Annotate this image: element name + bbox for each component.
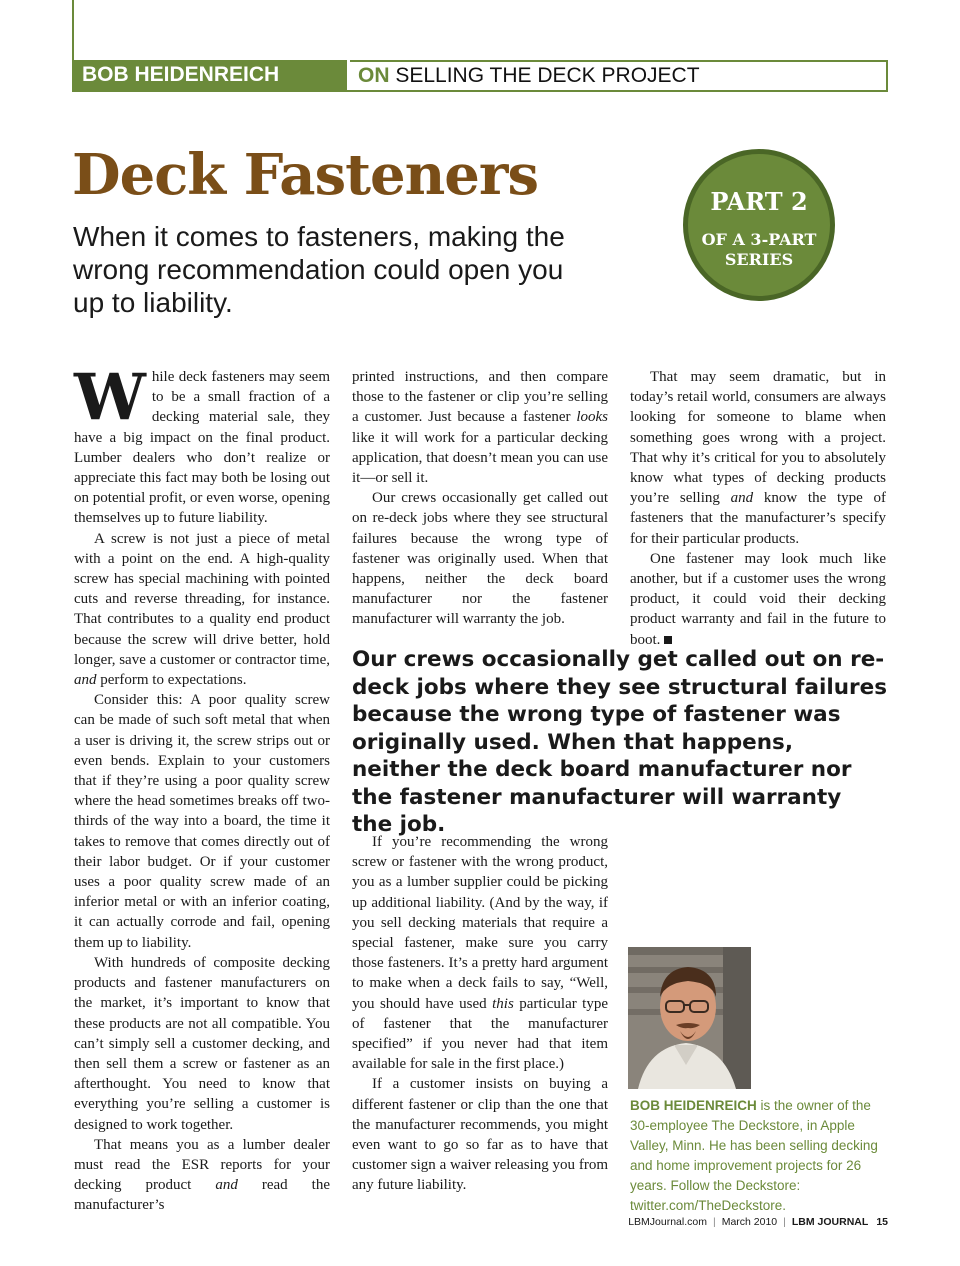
paragraph: Consider this: A poor quality screw can be made of such soft metal that when a user is driving it, the screw strips out or even bends. Explain to your customers that if they’re using a poor quality screw where the head sometimes breaks off two-thirds of the way into a board, the time it takes to remove that comes directly out of their labor budget. Or if your customer uses a poor quality screw made of an inferior metal or with an inferior coating, it can actually corrode and fail, opening them up to liability. [74,692,330,951]
footer-magazine: LBM JOURNAL [791,1216,869,1228]
body-column-1 [74,360,331,1216]
badge-series-word: SERIES [724,250,794,269]
paragraph-text: perform to expectations. [100,672,247,689]
header-accent-line [72,0,74,60]
bio-text: is the owner of the 30-employee The Deckstore, in Apple Valley, Minn. He has been selling decking and home improvement projects for 26 years. Follow the Deckstore: twitter.com/TheDeckstore. [630,1098,878,1213]
header-rule [72,90,888,92]
series-badge [683,149,835,301]
author-photo [628,947,751,1089]
page-footer [628,1216,888,1228]
section-tab [350,60,888,90]
paragraph-text: hile deck fasteners may seem to be a small fraction of a decking material sale, they have a big impact on the final product. Lumber dealers who don’t realize or appreciate this fact may both be losing out on potential profit, or even worse, opening themselves up to future liability. [74,369,330,527]
pull-quote: Our crews occasionally get called out on re-deck jobs where they see structural failures because the wrong type of fastener was originally used. When that happens, neither the deck board manufacturer nor the fastener manufacturer will warranty the job. [352,647,888,837]
body-column-2-continued [352,832,608,1196]
body-column-3 [630,367,886,650]
badge-part: PART 2 [710,187,808,216]
emphasis: looks [576,409,609,426]
emphasis: and [74,672,97,689]
paragraph: Our crews occasionally get called out on re-deck jobs where they see structural failures because the wrong type of fastener was originally used. When that happens, neither the deck board manufacturer nor the fastener manufacturer will warranty the job. [352,490,608,628]
paragraph-text: like it will work for a particular decking application, that doesn’t mean you can use it—or sell it. [352,429,608,487]
paragraph-text: That may seem dramatic, but in today’s retail world, consumers are always looking for someone to blame when something goes wrong with a project. That why it’s critical for you to absolutely know what types of decking products you’re selling [630,369,886,507]
paragraph-text: That means you as a lumber dealer must read the ESR reports for your decking product [74,1136,330,1194]
paragraph [630,549,886,650]
paragraph [74,1135,330,1216]
paragraph [352,367,608,488]
paragraph-text: particular type of fastener that the manufacturer specified” if you never had that item available for sale in the first place.) [352,995,609,1073]
badge-of-series: OF A 3-PART [701,230,817,249]
paragraph [352,832,608,1074]
section-name: SELLING THE DECK PROJECT [395,64,700,87]
paragraph: If a customer insists on buying a different fastener or clip than the one that the manufacturer recommends, you might even want to go so far as to have that customer sign a waiver releasing you from any future liability. [352,1076,608,1194]
page-number: 15 [876,1216,888,1228]
author-portrait-icon [628,947,751,1089]
paragraph-text: One fastener may look much like another, but if a customer uses the wrong product, it could void their decking product warranty and fail in the future to boot. [630,550,886,648]
paragraph-text: A screw is not just a piece of metal with a point on the end. A high-quality screw has special machining with pointed cuts and reverse threading, for instance. That contributes to a quality end product because the screw will drive better, hold longer, save a customer or contractor time, [74,530,330,668]
section-on: ON [358,64,390,87]
article-subtitle: When it comes to fasteners, making the wrong recommendation could open you up to liability. [73,221,565,318]
paragraph-text: If you’re recommending the wrong screw or fastener with the wrong product, you as a lumber supplier could be picking up additional liability. (And by the way, if you sell decking materials that require a special fastener, make sure you carry those fasteners. It’s a pretty hard argument to make when a deck fails to say, “Well, you should have used [352,834,608,1012]
paragraph-text: read the manufacturer’s [74,1177,331,1214]
paragraph [74,360,330,529]
footer-separator: | [783,1216,786,1228]
page-header [72,60,888,92]
paragraph-text: know the type of fasteners that the manufacturer’s specify for their particular products. [630,490,887,547]
badge-series [688,230,830,270]
end-mark-icon [664,636,672,644]
footer-separator: | [712,1216,716,1228]
author-bio [630,1096,888,1216]
article-title: Deck Fasteners [72,142,538,208]
body-column-2 [352,367,608,630]
author-tab: BOB HEIDENREICH [72,60,347,90]
footer-date: March 2010 [721,1216,778,1228]
bio-author-name: BOB HEIDENREICH [630,1098,757,1113]
paragraph: With hundreds of composite decking products and fastener manufacturers on the market, it’s important to know that these products are not all compatible. You can’t simply sell a customer decking, and then sell them a screw or fastener as an afterthought. You need to know that everything you’re selling a customer is designed to work together. [74,954,330,1133]
footer-site: LBMJournal.com [628,1216,707,1228]
emphasis: and [730,490,754,507]
drop-cap: W [74,360,146,435]
paragraph [630,367,886,549]
paragraph [74,529,330,691]
paragraph-text: printed instructions, and then compare those to the fastener or clip you’re selling a customer. Just because a fastener [352,369,608,426]
emphasis: and [215,1177,238,1194]
emphasis: this [492,995,514,1012]
